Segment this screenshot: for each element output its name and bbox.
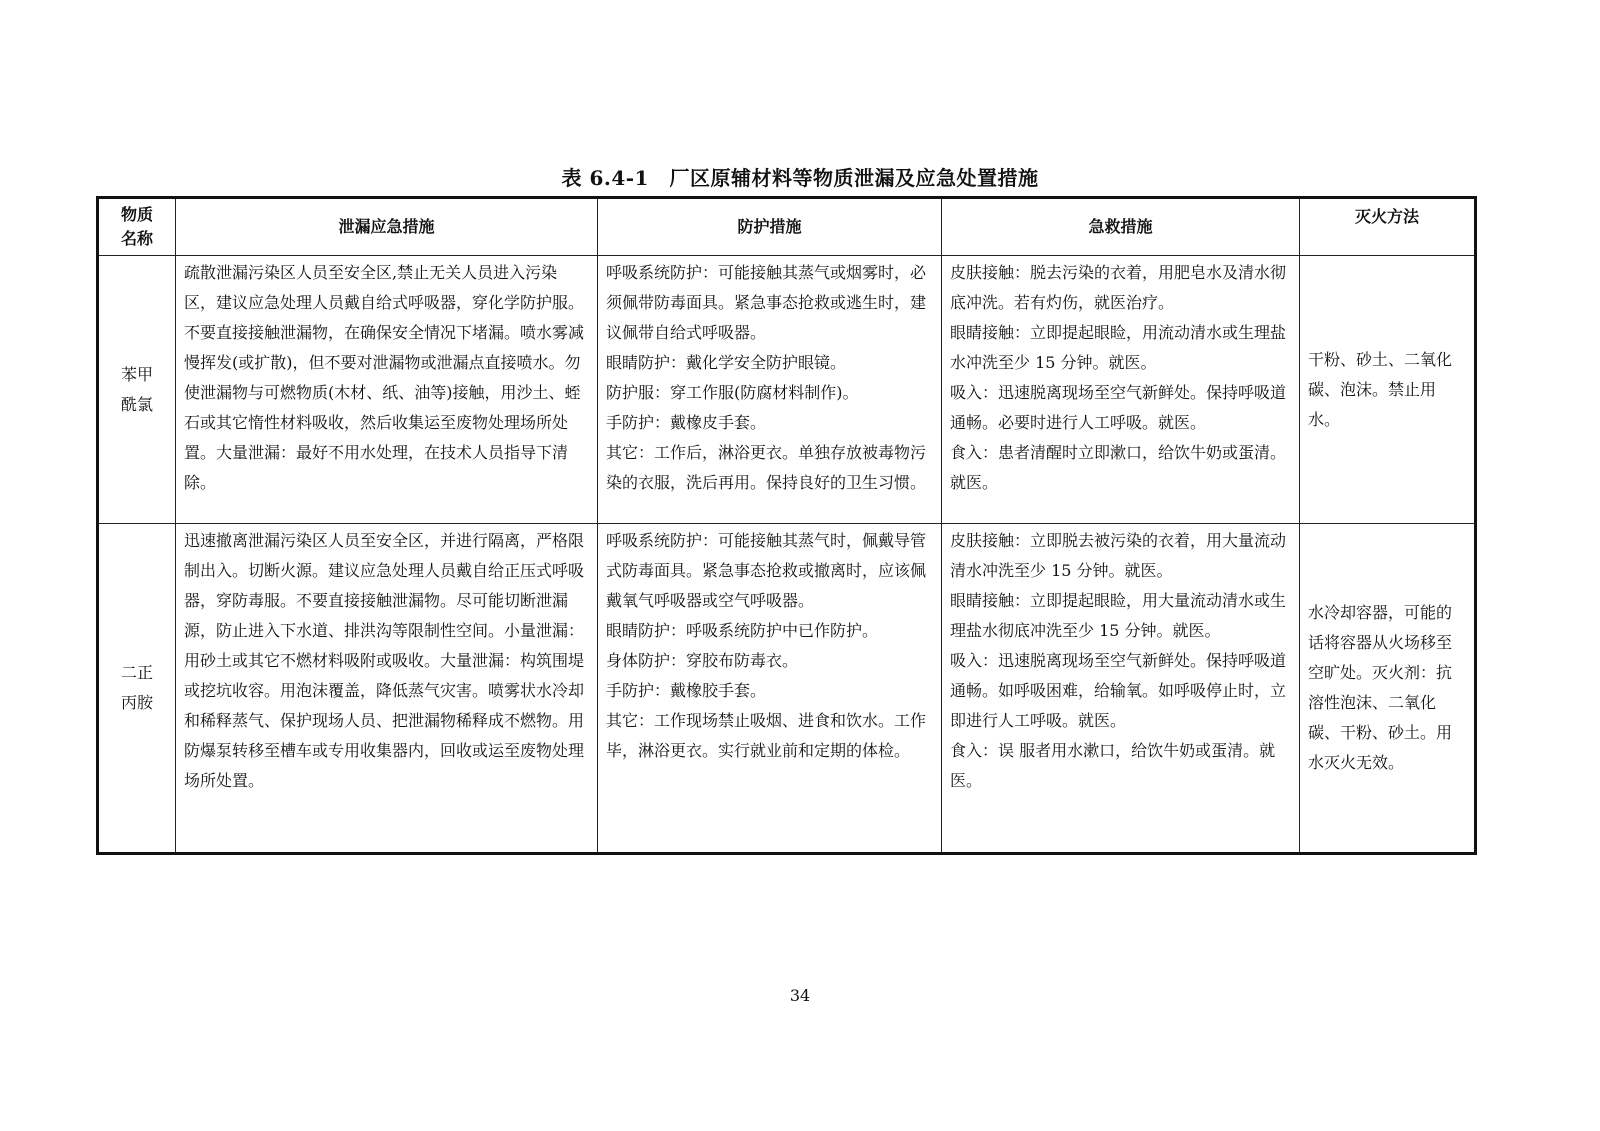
page-number: 34	[789, 986, 811, 1005]
substance-name-cell: 二正 丙胺	[98, 524, 176, 854]
substance-name-cell: 苯甲 酰氯	[98, 256, 176, 524]
first-aid-cell: 皮肤接触：立即脱去被污染的衣着，用大量流动清水冲洗至少 15 分钟。就医。 眼睛接触：立即提起眼睑，用大量流动清水或生理盐水彻底冲洗至少 15 分钟。就医。 吸入：迅速脱离现场至空气新鲜处。保持呼吸道通畅。如呼吸困难，给输氧。如呼吸停止时，立即进行人工呼吸。就医。 食入：误 服者用水漱口，给饮牛奶或蛋清。就医。	[942, 524, 1300, 854]
header-leak-measures: 泄漏应急措施	[176, 198, 598, 256]
header-protection-measures: 防护措施	[598, 198, 942, 256]
table-row	[98, 256, 1476, 524]
protection-measures-cell: 呼吸系统防护：可能接触其蒸气或烟雾时，必须佩带防毒面具。紧急事态抢救或逃生时，建议佩带自给式呼吸器。 眼睛防护：戴化学安全防护眼镜。 防护服：穿工作服(防腐材料制作)。 手防护：戴橡皮手套。 其它：工作后，淋浴更衣。单独存放被毒物污染的衣服，洗后再用。保持良好的卫生习惯。	[598, 256, 942, 524]
header-fire-fighting: 灭火方法	[1300, 198, 1476, 256]
leak-measures-cell: 疏散泄漏污染区人员至安全区,禁止无关人员进入污染区，建议应急处理人员戴自给式呼吸器，穿化学防护服。不要直接接触泄漏物，在确保安全情况下堵漏。喷水雾减慢挥发(或扩散)，但不要对泄漏物或泄漏点直接喷水。勿使泄漏物与可燃物质(木材、纸、油等)接触，用沙土、蛭石或其它惰性材料吸收，然后收集运至废物处理场所处置。大量泄漏：最好不用水处理，在技术人员指导下清除。	[176, 256, 598, 524]
header-substance-name: 物质 名称	[98, 198, 176, 256]
fire-fighting-cell: 水冷却容器，可能的话将容器从火场移至空旷处。灭火剂：抗溶性泡沫、二氧化碳、干粉、砂土。用水灭火无效。	[1300, 524, 1476, 854]
table-row	[98, 524, 1476, 854]
first-aid-cell: 皮肤接触：脱去污染的衣着，用肥皂水及清水彻底冲洗。若有灼伤，就医治疗。 眼睛接触：立即提起眼睑，用流动清水或生理盐水冲洗至少 15 分钟。就医。 吸入：迅速脱离现场至空气新鲜处。保持呼吸道通畅。必要时进行人工呼吸。就医。 食入：患者清醒时立即漱口，给饮牛奶或蛋清。就医。	[942, 256, 1300, 524]
emergency-measures-table	[96, 196, 1477, 855]
leak-measures-cell: 迅速撤离泄漏污染区人员至安全区，并进行隔离，严格限制出入。切断火源。建议应急处理人员戴自给正压式呼吸器，穿防毒服。不要直接接触泄漏物。尽可能切断泄漏源，防止进入下水道、排洪沟等限制性空间。小量泄漏：用砂土或其它不燃材料吸附或吸收。大量泄漏：构筑围堤或挖坑收容。用泡沫覆盖，降低蒸气灾害。喷雾状水冷却和稀释蒸气、保护现场人员、把泄漏物稀释成不燃物。用防爆泵转移至槽车或专用收集器内，回收或运至废物处理场所处置。	[176, 524, 598, 854]
protection-measures-cell: 呼吸系统防护：可能接触其蒸气时，佩戴导管式防毒面具。紧急事态抢救或撤离时，应该佩戴氧气呼吸器或空气呼吸器。 眼睛防护：呼吸系统防护中已作防护。 身体防护：穿胶布防毒衣。 手防护：戴橡胶手套。 其它：工作现场禁止吸烟、进食和饮水。工作毕，淋浴更衣。实行就业前和定期的体检。	[598, 524, 942, 854]
header-first-aid: 急救措施	[942, 198, 1300, 256]
table-header-row	[98, 198, 1476, 256]
fire-fighting-cell: 干粉、砂土、二氧化碳、泡沫。禁止用水。	[1300, 256, 1476, 524]
table-caption: 表 6.4-1 厂区原辅材料等物质泄漏及应急处置措施	[561, 166, 1039, 190]
